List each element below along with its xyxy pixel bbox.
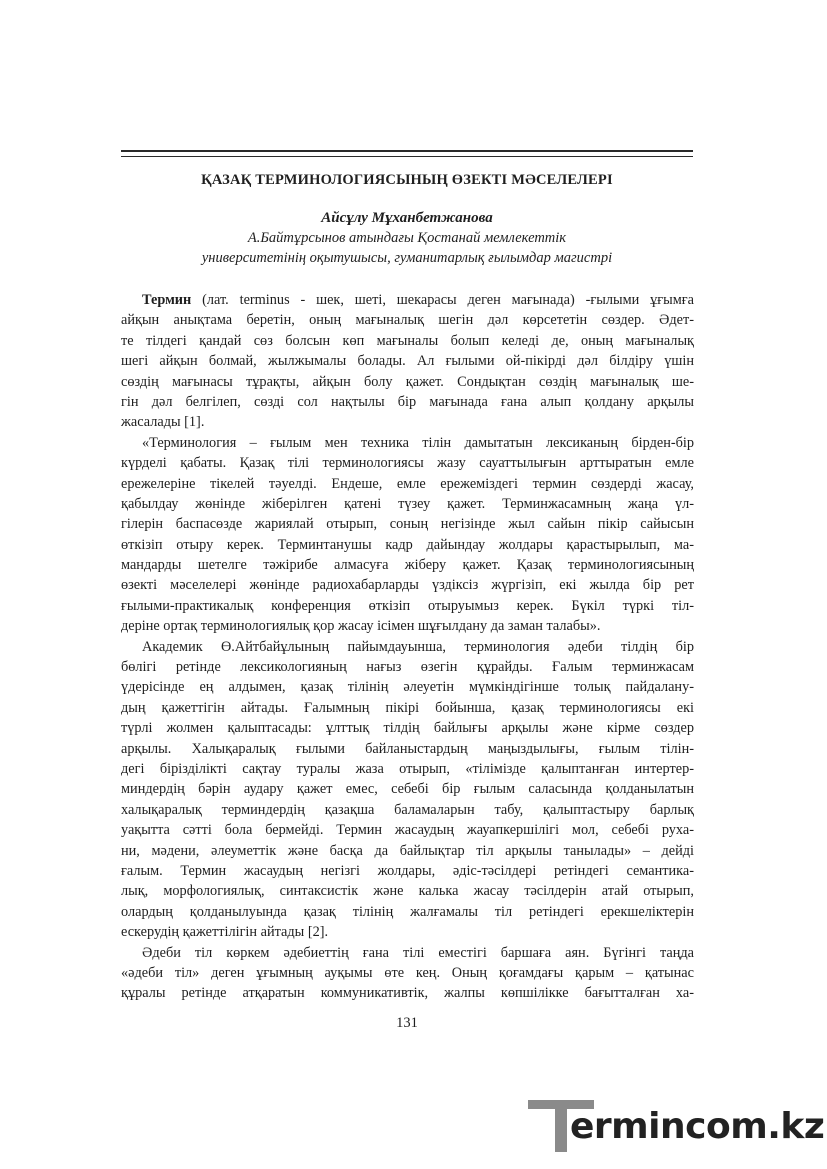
paragraph-3-line: миндердің бәрін аудару қажет емес, себебі бір ғылым саласында қолданылатын bbox=[121, 781, 694, 798]
paragraph-3-line: олардың қолданылуында қазақ тілінің жалғамалы тіл ретіндегі ерекшеліктерін bbox=[121, 903, 694, 920]
paragraph-1-line: сөздің мағынасы тұрақты, айқын болу қажет. Сондықтан сөздің мағыналық ше- bbox=[121, 373, 694, 390]
paragraph-3-line: ғалым. Термин жасаудың негізгі жолдары, әдіс-тәсілдері ретіндегі семантика- bbox=[121, 862, 694, 879]
paragraph-2-line: өзекті мәселелері жөнінде радиохабарларды үздіксіз жүргізіп, екі жылда бір рет bbox=[121, 577, 694, 594]
paragraph-2-line: күрделі қабаты. Қазақ тілі терминологиясы жазу сауаттылығын арттыратын емле bbox=[121, 455, 694, 472]
paragraph-3-line: лық, морфологиялық, синтаксистік және калька жасау тәсілдерін атай отырып, bbox=[121, 883, 694, 900]
paragraph-2-line: гілерін баспасөзде жариялай отырып, соның негізінде жыл сайын пікір сайысын bbox=[121, 516, 694, 533]
paragraph-4-line: «әдеби тіл» деген ұғымның ауқымы өте кең. Оның қоғамдағы қарым – қатынас bbox=[121, 964, 694, 981]
article-title: ҚАЗАҚ ТЕРМИНОЛОГИЯСЫНЫҢ ӨЗЕКТІ МӘСЕЛЕЛЕРІ bbox=[201, 172, 613, 188]
paragraph-3-line: ни, мәдени, әлеуметтік және басқа да байлықтар тіл арқылы танылады» – дейді bbox=[121, 842, 694, 859]
paragraph-3-line: уақытта сәтті бола бермейді. Термин жасаудың жауапкершілігі мол, себебі руха- bbox=[121, 822, 694, 839]
paragraph-3-line: бөлігі ретінде лексикологияның нағыз өзегін құрайды. Ғалым терминжасам bbox=[121, 659, 694, 676]
paragraph-2-line: ғылыми-практикалық конференция өткізіп отыруымыз керек. Бүкіл түркі тіл- bbox=[121, 597, 694, 614]
paragraph-1-line: айқын анықтама беретін, оның мағыналық шегін дәл көрсететін сөздер. Әдет- bbox=[121, 312, 694, 329]
paragraph-2-line: «Терминология – ғылым мен техника тілін дамытатын лексиканың бірден-бір bbox=[142, 434, 694, 451]
paragraph-2-line: деріне ортақ терминологиялық қор жасау ісімен шұғылдану да заман талабы». bbox=[121, 618, 601, 635]
paragraph-2-line: мандарды шетелге тәжірибе алмасуға жіберу қажет. Қазақ терминологиясының bbox=[121, 557, 694, 574]
header-rule-thick bbox=[121, 150, 693, 152]
paragraph-1-line: Термин (лат. terminus - шек, шеті, шекарасы деген мағынада) -ғылыми ұғымға bbox=[142, 292, 694, 308]
logo-t-stem bbox=[555, 1100, 567, 1152]
paragraph-3-line: үдерісінде ең алдымен, қазақ тілінің әлеуетін мүмкіндігінше толық пайдалану- bbox=[121, 679, 694, 696]
author-name: Айсұлу Мұханбетжанова bbox=[321, 210, 493, 226]
paragraph-4-line: Әдеби тіл көркем әдебиеттің ғана тілі еместігі баршаға аян. Бүгінгі таңда bbox=[142, 944, 694, 961]
logo-text: ermincom.kz bbox=[570, 1106, 825, 1147]
term-keyword: Термин bbox=[142, 292, 192, 308]
paragraph-2-line: қабылдау жөнінде жіберілген қатені түзеу қажет. Терминжасамның жаңа үл- bbox=[121, 495, 694, 512]
header-rule-thin bbox=[121, 156, 693, 157]
paragraph-4-line: құралы ретінде атқаратын коммуникативтік, жалпы көпшілікке бағытталған ха- bbox=[121, 985, 694, 1002]
author-affiliation-line1: А.Байтұрсынов атындағы Қостанай мемлекеттік bbox=[247, 230, 567, 246]
article-body bbox=[121, 290, 694, 1004]
paragraph-3-line: дың қажеттігін айтады. Ғалымның пікірі бойынша, қазақ терминологиясы екі bbox=[121, 699, 694, 716]
paragraph-2-line: ережелеріне тікелей тәуелді. Ендеше, емле ережеміздегі термин сөздерді жасау, bbox=[121, 475, 694, 492]
paragraph-1-line: гін дәл белгілеп, сөзді сол нақтылы бір мағынада ғана алып қолдану арқылы bbox=[121, 393, 694, 410]
page-number: 131 bbox=[396, 1015, 418, 1031]
paragraph-3-line: дегі біріздiлікті сақтау туралы жаза отырып, «тілімізде қалыптанған интертер- bbox=[121, 760, 694, 777]
paragraph-1-line: жасалады [1]. bbox=[121, 414, 205, 431]
paragraph-3-line: Академик Ө.Айтбайұлының пайымдауынша, терминология әдеби тілдің бір bbox=[142, 638, 694, 655]
paragraph-3-line: халықаралық терминдердің қазақша баламаларын табу, қалыптастыру барлық bbox=[121, 801, 694, 818]
paragraph-3-line: түрлі жолмен қалыптасады: ұлттық тілдің байлығы арқылы және кірме сөздер bbox=[121, 720, 694, 737]
termincom-logo[interactable] bbox=[528, 1100, 825, 1160]
paragraph-3-line: ескерудің қажеттілігін айтады [2]. bbox=[121, 924, 329, 941]
paragraph-2-line: өткізіп отыру керек. Терминтанушы кадр дайындау жолдары қарастырылып, ма- bbox=[121, 536, 694, 553]
paragraph-1-line: шегі айқын болмай, жылжымалы болады. Ал ғылыми ой-пікірді дәл білдіру үшін bbox=[121, 353, 694, 370]
paragraph-3-line: арқылы. Халықаралық ғылыми байланыстардың маңыздылығы, ғылым тілін- bbox=[121, 740, 694, 757]
paragraph-1-line: те тілдегі қандай сөз болсын көп мағыналы болып келеді де, оның мағыналық bbox=[121, 332, 694, 349]
author-affiliation-line2: университетінің оқытушысы, гуманитарлық ғылымдар магистрі bbox=[201, 250, 613, 266]
